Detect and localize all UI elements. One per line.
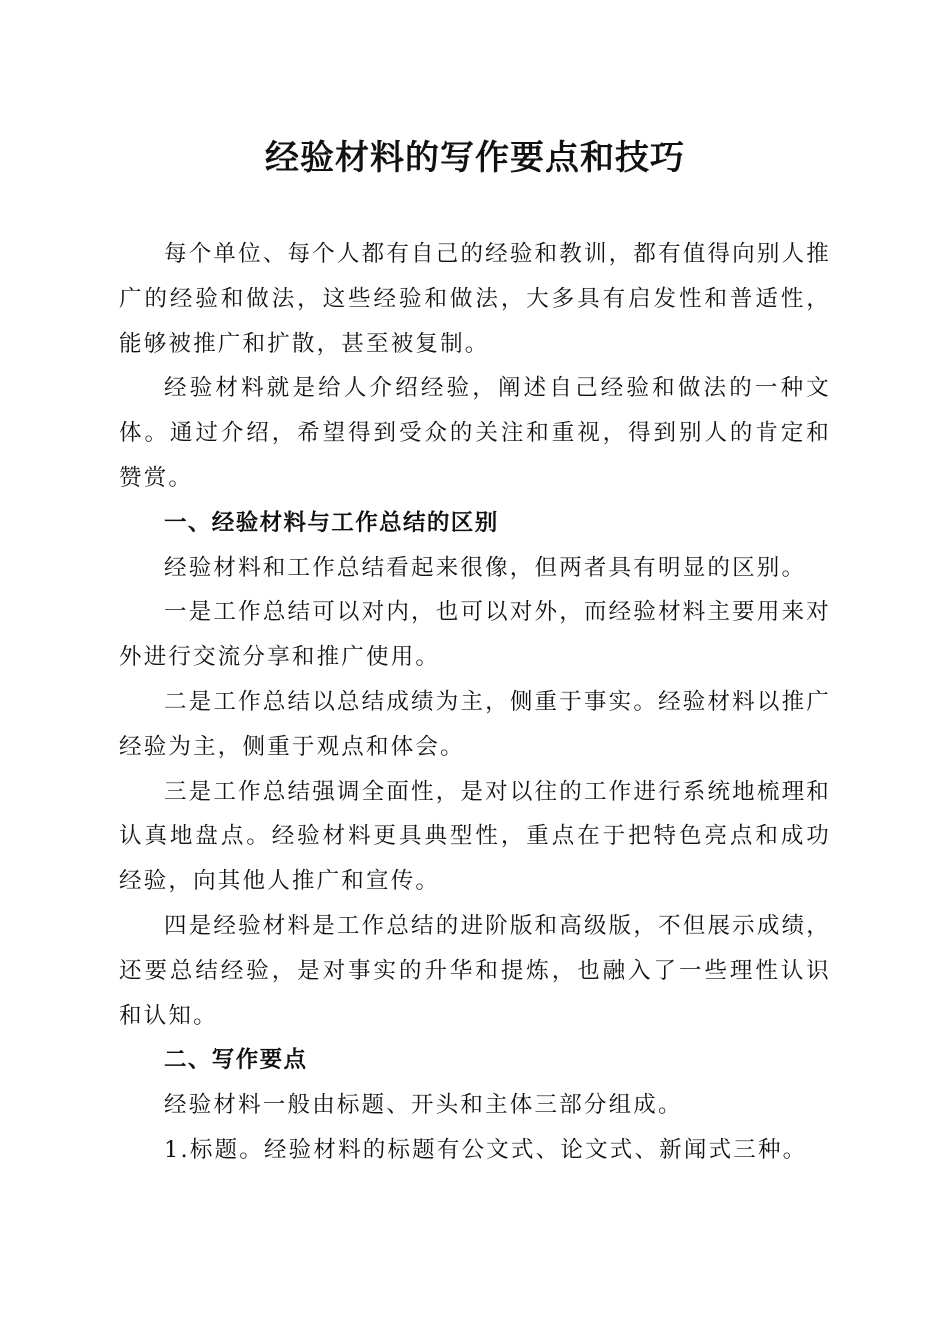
section-1-paragraph-2: 一是工作总结可以对内，也可以对外，而经验材料主要用来对外进行交流分享和推广使用。 xyxy=(119,599,831,671)
section-1-paragraph-3: 二是工作总结以总结成绩为主，侧重于事实。经验材料以推广经验为主，侧重于观点和体会。 xyxy=(119,688,831,760)
section-2-paragraph-2: 1.标题。经验材料的标题有公文式、论文式、新闻式三种。 xyxy=(164,1136,808,1163)
section-2-heading: 二、写作要点 xyxy=(164,1047,308,1074)
intro-paragraph-2: 经验材料就是给人介绍经验，阐述自己经验和做法的一种文体。通过介绍，希望得到受众的关注和重视，得到别人的肯定和赞赏。 xyxy=(119,375,831,491)
document-title: 经验材料的写作要点和技巧 xyxy=(265,138,685,178)
section-1-paragraph-5: 四是经验材料是工作总结的进阶版和高级版，不但展示成绩，还要总结经验，是对事实的升华和提炼，也融入了一些理性认识和认知。 xyxy=(119,912,831,1029)
section-2-paragraph-1: 经验材料一般由标题、开头和主体三部分组成。 xyxy=(164,1092,683,1119)
section-1-heading: 一、经验材料与工作总结的区别 xyxy=(164,509,499,536)
document-body xyxy=(119,232,831,1173)
section-1-paragraph-4: 三是工作总结强调全面性，是对以往的工作进行系统地梳理和认真地盘点。经验材料更具典型性，重点在于把特色亮点和成功经验，向其他人推广和宣传。 xyxy=(119,778,831,895)
intro-paragraph-1: 每个单位、每个人都有自己的经验和教训，都有值得向别人推广的经验和做法，这些经验和做法，大多具有启发性和普适性，能够被推广和扩散，甚至被复制。 xyxy=(119,241,831,357)
section-1-paragraph-1: 经验材料和工作总结看起来很像，但两者具有明显的区别。 xyxy=(164,554,807,581)
